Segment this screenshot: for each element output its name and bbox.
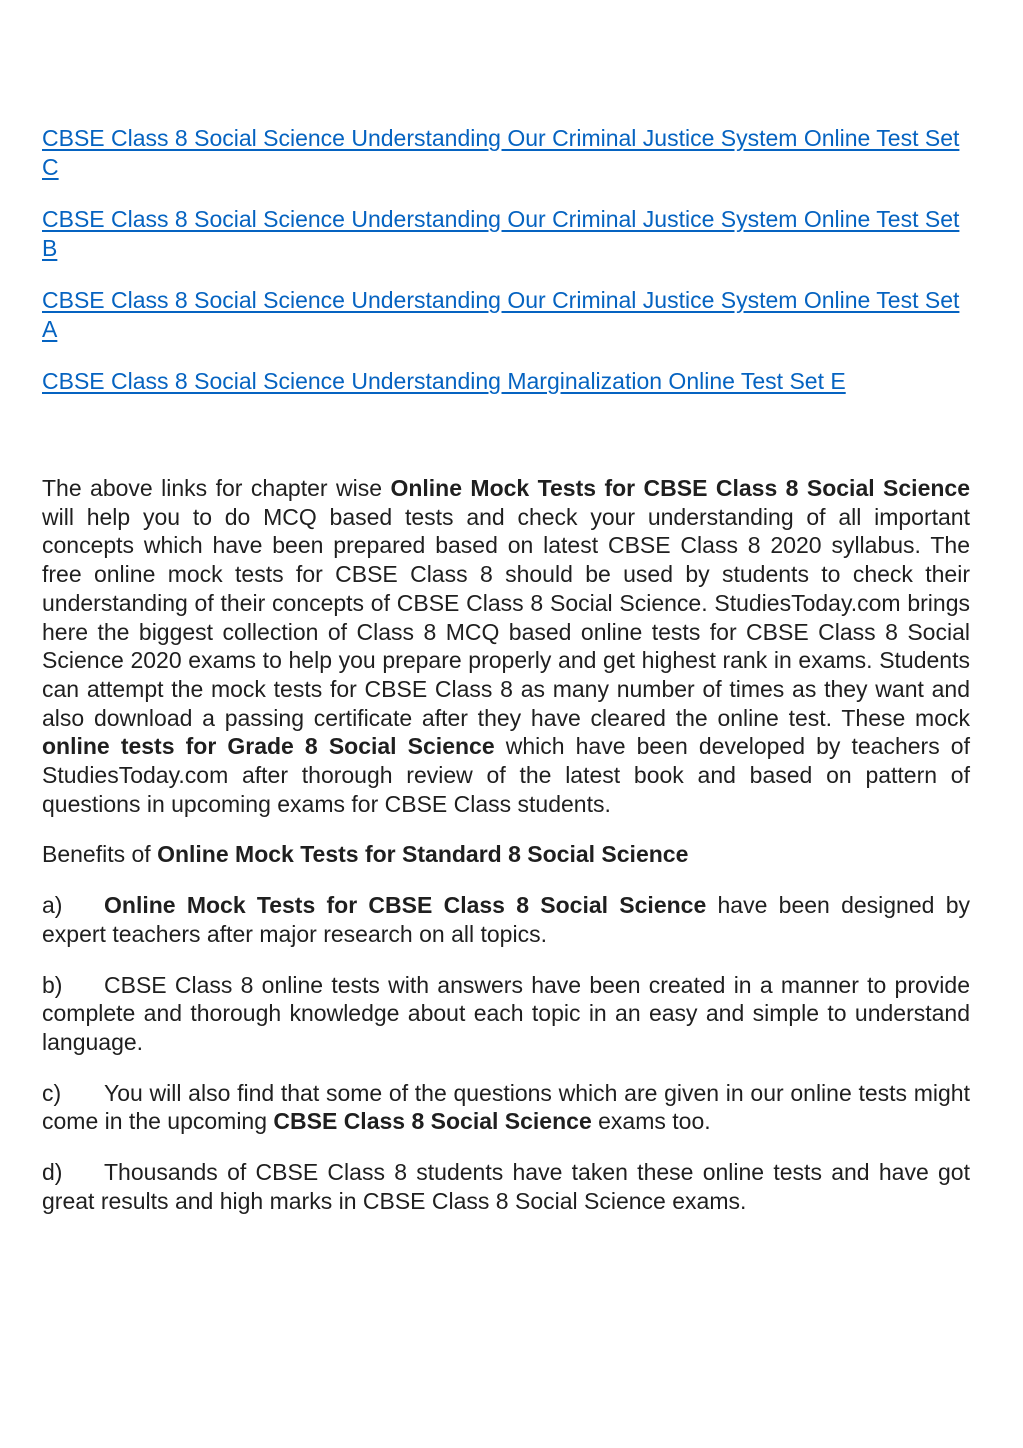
point-c-text-2: exams too. (591, 1108, 711, 1135)
benefit-point-b (42, 971, 970, 1057)
test-link-marginalization-set-e[interactable]: CBSE Class 8 Social Science Understanding Marginalization Online Test Set E (42, 368, 846, 394)
point-c-bold: CBSE Class 8 Social Science (273, 1108, 592, 1135)
point-marker: a) (42, 892, 63, 919)
online-test-links (42, 124, 970, 419)
benefits-prefix: Benefits of (42, 841, 158, 868)
link-item (42, 367, 970, 396)
point-marker: d) (42, 1159, 63, 1186)
benefit-point-d (42, 1158, 970, 1215)
benefits-heading (42, 840, 970, 869)
point-c-text: You will also find that some of the questions which are given in our online tests might come in the upcoming (42, 1079, 970, 1135)
point-marker: c) (42, 1079, 62, 1106)
point-a-text: have been designed by expert teachers after major research on all topics. (42, 892, 970, 947)
link-item (42, 286, 970, 344)
intro-text-3: which have been developed by teachers of StudiesToday.com after thorough review of the latest book and based on pattern of questions in upcoming exams for CBSE Class students. (42, 733, 970, 817)
article-body (42, 474, 970, 1237)
intro-paragraph (42, 474, 970, 818)
point-d-text: Thousands of CBSE Class 8 students have taken these online tests and have got great results and high marks in CBSE Class 8 Social Science exams. (42, 1159, 970, 1214)
link-item (42, 124, 970, 182)
test-link-criminal-justice-set-a[interactable]: CBSE Class 8 Social Science Understanding Our Criminal Justice System Online Test Set A (42, 287, 960, 342)
intro-text-2: will help you to do MCQ based tests and check your understanding of all important concepts which have been prepared based on latest CBSE Class 8 2020 syllabus. The free online mock tests for CBSE Class 8 should be used by students to check their understanding of their concepts of CBSE Class 8 Social Science. StudiesToday.com brings here the biggest collection of Class 8 MCQ based online tests for CBSE Class 8 Social Science 2020 exams to help you prepare properly and get highest rank in exams. Students can attempt the mock tests for CBSE Class 8 as many number of times as they want and also download a passing certificate after they have cleared the online test. These mock (42, 503, 970, 731)
benefit-point-a (42, 891, 970, 948)
benefit-point-c (42, 1079, 970, 1136)
test-link-criminal-justice-set-b[interactable]: CBSE Class 8 Social Science Understanding Our Criminal Justice System Online Test Set B (42, 206, 960, 261)
point-a-bold: Online Mock Tests for CBSE Class 8 Social Science (104, 892, 707, 919)
point-marker: b) (42, 971, 63, 998)
intro-text-1: The above links for chapter wise (42, 475, 391, 501)
point-b-text: CBSE Class 8 online tests with answers have been created in a manner to provide complete and thorough knowledge about each topic in an easy and simple to understand language. (42, 971, 970, 1055)
intro-bold-2: online tests for Grade 8 Social Science (42, 733, 495, 760)
test-link-criminal-justice-set-c[interactable]: CBSE Class 8 Social Science Understanding Our Criminal Justice System Online Test Set C (42, 125, 960, 180)
benefits-bold: Online Mock Tests for Standard 8 Social Science (157, 841, 689, 868)
intro-bold-1: Online Mock Tests for CBSE Class 8 Social Science (390, 475, 970, 501)
link-item (42, 205, 970, 263)
